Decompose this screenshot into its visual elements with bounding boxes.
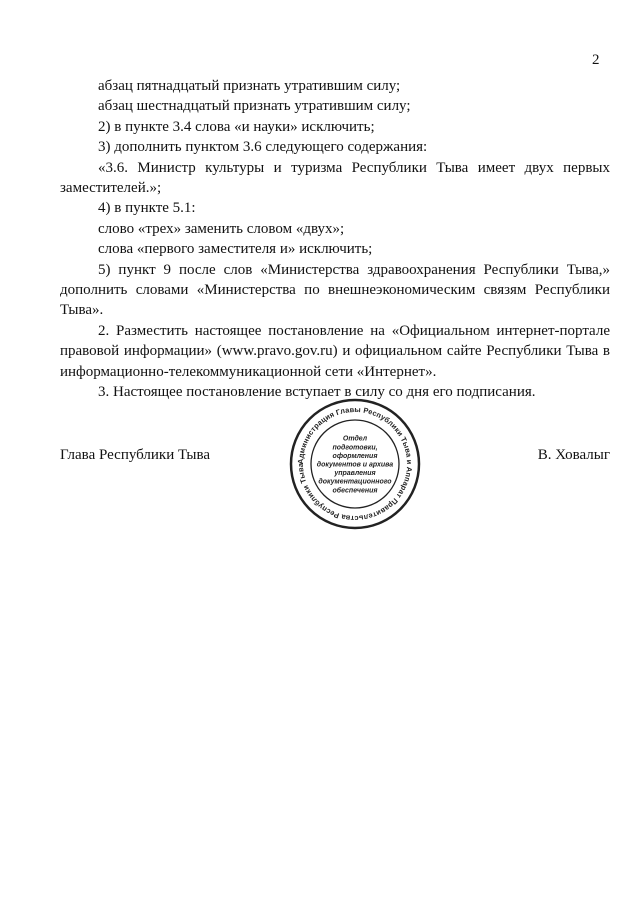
paragraph: «3.6. Министр культуры и туризма Республики Тыва имеет двух первых заместителей.»; bbox=[60, 159, 610, 197]
svg-text:обеспечения: обеспечения bbox=[332, 487, 378, 495]
paragraph: 2. Разместить настоящее постановление на «Официальном интернет-портале правовой информации» (www.pravo.gov.ru) и официальном сайте Республики Тыва в информационно-телекоммуникационной сети «Интернет». bbox=[60, 322, 610, 380]
paragraph: слово «трех» заменить словом «двух»; bbox=[98, 220, 345, 237]
paragraph: слова «первого заместителя и» исключить; bbox=[98, 241, 373, 258]
svg-text:документационного: документационного bbox=[318, 478, 392, 486]
paragraph: 4) в пункте 5.1: bbox=[98, 200, 196, 217]
signatory-name: В. Ховалыг bbox=[537, 447, 610, 463]
svg-text:оформления: оформления bbox=[332, 452, 378, 460]
svg-text:документов и архива: документов и архива bbox=[316, 461, 394, 469]
paragraph: 2) в пункте 3.4 слова «и науки» исключить; bbox=[98, 118, 375, 135]
official-seal-stamp bbox=[288, 397, 422, 531]
svg-text:управления: управления bbox=[334, 470, 376, 478]
paragraph: 5) пункт 9 после слов «Министерства здравоохранения Республики Тыва,» дополнить словами «Министерства по внешнеэкономическим связям Республики Тыва». bbox=[60, 261, 610, 319]
svg-text:подготовки,: подготовки, bbox=[332, 444, 378, 452]
svg-text:Администрация Главы Республики: Администрация Главы Республики Тыва и Аппарат Правительства Республики Тыва bbox=[295, 404, 415, 524]
paragraph: 3. Настоящее постановление вступает в силу со дня его подписания. bbox=[98, 384, 536, 401]
svg-text:Отдел: Отдел bbox=[342, 435, 368, 443]
page-number: 2 bbox=[592, 52, 600, 68]
signatory-position: Глава Республики Тыва bbox=[60, 447, 211, 463]
paragraph: 3) дополнить пунктом 3.6 следующего содержания: bbox=[98, 139, 428, 156]
paragraph: абзац шестнадцатый признать утратившим силу; bbox=[98, 98, 411, 115]
document-body bbox=[60, 76, 610, 403]
paragraph: абзац пятнадцатый признать утратившим силу; bbox=[98, 78, 401, 94]
